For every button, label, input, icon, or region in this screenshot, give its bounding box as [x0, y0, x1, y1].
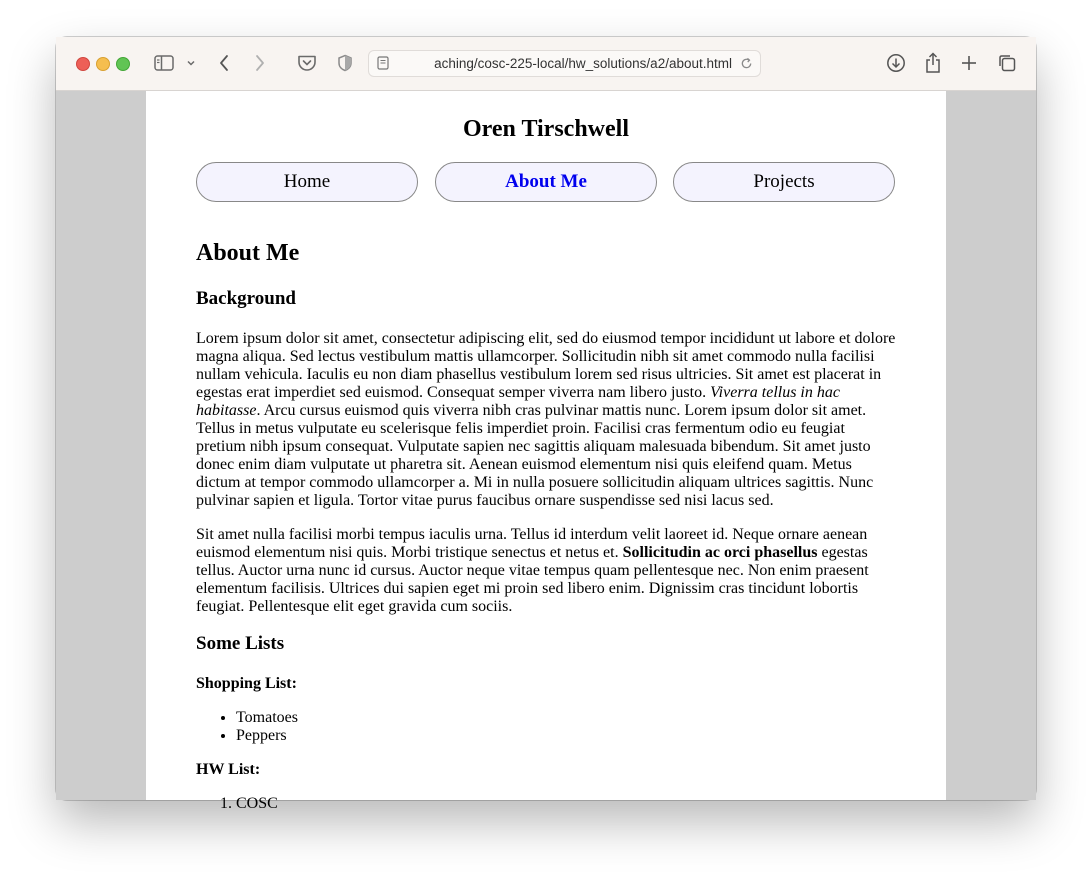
back-icon[interactable] — [214, 51, 234, 75]
reload-icon[interactable] — [740, 57, 753, 70]
nav-projects-button[interactable]: Projects — [673, 162, 895, 202]
p1-text-a: Lorem ipsum dolor sit amet, consectetur adipiscing elit, sed do eiusmod tempor incididunt ut labore et dolore magna aliqua. Sed lectus vestibulum mattis ullamcorper. Sollicitudin nibh sit amet commodo nulla facilisi nullam vehicula. Iaculis eu non diam phasellus vestibulum lorem sed risus ultricies. Sit amet est placerat in egestas erat imperdiet sed euismod. Consequat semper viverra nam libero justo. — [196, 330, 896, 401]
hw-list — [196, 795, 278, 813]
background-heading: Background — [196, 288, 296, 309]
p1-emphasis: Viverra tellus in hac habitasse — [196, 384, 840, 419]
shield-icon[interactable] — [335, 51, 355, 75]
chevron-down-icon[interactable] — [184, 51, 198, 75]
p2-text-a: Sit amet nulla facilisi morbi tempus iaculis urna. Tellus id interdum velit laoreet id. Neque ornare aenean euismod elementum nisi quis. Morbi tristique senectus et netus et. — [196, 526, 868, 561]
page-icon — [377, 56, 389, 70]
background-paragraph-2 — [196, 526, 896, 616]
list-item: • Tomatoes — [236, 709, 298, 727]
list-item: 1. COSC — [236, 795, 278, 813]
sidebar-toggle-icon[interactable] — [152, 51, 176, 75]
forward-icon[interactable] — [250, 51, 270, 75]
tab-overview-icon[interactable] — [996, 51, 1018, 75]
page-heading: About Me — [196, 240, 300, 266]
share-icon[interactable] — [922, 51, 944, 75]
nav-about-button[interactable]: About Me — [435, 162, 657, 202]
shopping-list-heading: Shopping List: — [196, 675, 297, 692]
p1-text-b: . Arcu cursus euismod quis viverra nibh cras pulvinar mattis nunc. Lorem ipsum dolor sit amet. Tellus in metus vulputate eu scelerisque felis imperdiet proin. Facilisi cras fermentum odio eu feugiat pretium nibh ipsum consequat. Vulputate sapien nec sagittis aliquam malesuada bibendum. Sit amet justo donec enim diam vulputate ut pharetra sit. Aenean euismod elementum nisi quis eleifend quam. Metus dictum at tempor commodo ullamcorper a. Mi in nulla posuere sollicitudin aliquam ultrices sagittis. Nunc pulvinar sapien et ligula. Tortor vitae purus faucibus ornare suspendisse sed nisi lacus sed. — [196, 402, 874, 509]
close-window-button[interactable] — [76, 57, 90, 71]
background-paragraph-1 — [196, 330, 896, 510]
site-nav — [196, 162, 896, 202]
nav-home-button[interactable]: Home — [196, 162, 418, 202]
address-bar[interactable] — [368, 50, 761, 77]
p2-strong: Sollicitudin ac orci phasellus — [622, 544, 818, 561]
pocket-icon[interactable] — [296, 51, 318, 75]
lists-heading: Some Lists — [196, 633, 285, 654]
new-tab-icon[interactable] — [958, 51, 980, 75]
browser-window — [56, 37, 1036, 812]
browser-toolbar — [56, 37, 1036, 91]
url-text[interactable]: aching/cosc-225-local/hw_solutions/a2/about.html — [434, 56, 732, 71]
shopping-list — [196, 709, 298, 745]
p2-text-b: egestas tellus. Auctor urna nunc id cursus. Auctor neque vitae tempus quam pellentesque nec. Non enim praesent elementum facilisis. Ultrices dui sapien eget mi proin sed libero enim. Dignissim cras tincidunt lobortis feugiat. Pellentesque elit eget gravida cum sociis. — [196, 544, 869, 615]
zoom-window-button[interactable] — [116, 57, 130, 71]
page-body — [146, 91, 946, 812]
web-viewport — [56, 91, 1036, 812]
site-title: Oren Tirschwell — [462, 116, 629, 142]
downloads-icon[interactable] — [885, 51, 907, 75]
hw-list-heading: HW List: — [196, 761, 261, 778]
list-item: • Peppers — [236, 727, 298, 745]
minimize-window-button[interactable] — [96, 57, 110, 71]
